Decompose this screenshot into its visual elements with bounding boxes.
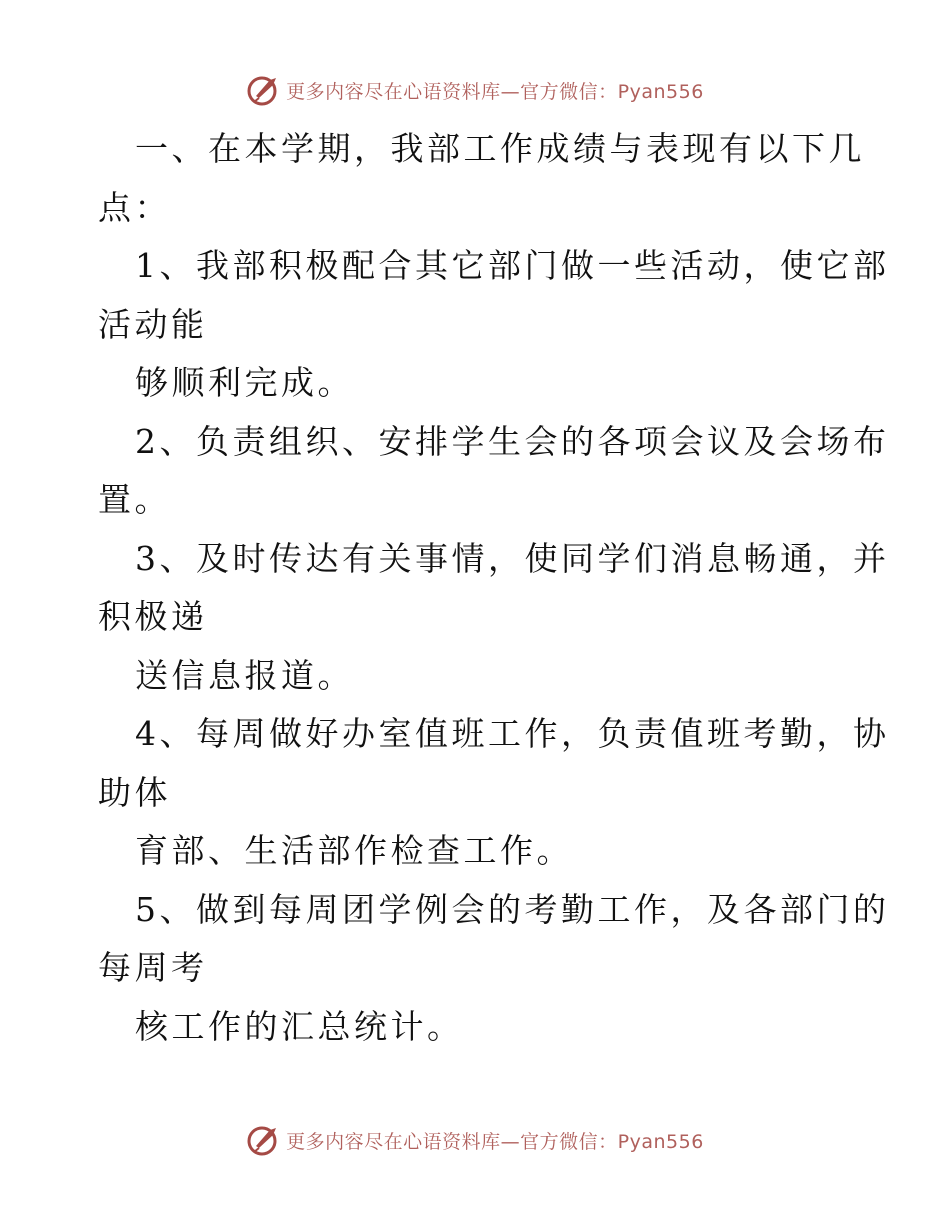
- footer-watermark: [0, 1120, 950, 1160]
- paragraph-line: 点：: [98, 187, 171, 227]
- paragraph-line: 每周考: [98, 948, 208, 987]
- paragraph-line: 育部、生活部作检查工作。: [135, 831, 573, 870]
- paragraph-line: 核工作的汇总统计。: [135, 1006, 464, 1046]
- paragraph-line: 2、负责组织、安排学生会的各项会议及会场布: [135, 421, 890, 461]
- quill-pen-logo-icon: [246, 72, 282, 108]
- paragraph-line: 积极递: [98, 597, 208, 636]
- header-watermark: [0, 70, 950, 110]
- paragraph-line: 一、在本学期，我部工作成绩与表现有以下几: [135, 129, 865, 168]
- paragraph-line: 3、及时传达有关事情，使同学们消息畅通，并: [135, 538, 890, 578]
- paragraph-line: 送信息报道。: [135, 655, 354, 695]
- paragraph-line: 活动能: [98, 304, 208, 344]
- paragraph-line: 1、我部积极配合其它部门做一些活动，使它部: [135, 246, 890, 285]
- paragraph-line: 5、做到每周团学例会的考勤工作，及各部门的: [135, 889, 890, 929]
- quill-pen-logo-icon: [246, 1122, 282, 1158]
- paragraph-line: 4、每周做好办室值班工作，负责值班考勤，协: [135, 714, 890, 753]
- paragraph-line: 助体: [98, 772, 171, 812]
- paragraph-line: 置。: [98, 480, 171, 519]
- header-watermark-text: 更多内容尽在心语资料库—官方微信：Pyan556: [286, 80, 704, 103]
- paragraph-line: 够顺利完成。: [135, 363, 354, 402]
- footer-watermark-text: 更多内容尽在心语资料库—官方微信：Pyan556: [286, 1130, 704, 1153]
- document-body: [98, 120, 890, 1056]
